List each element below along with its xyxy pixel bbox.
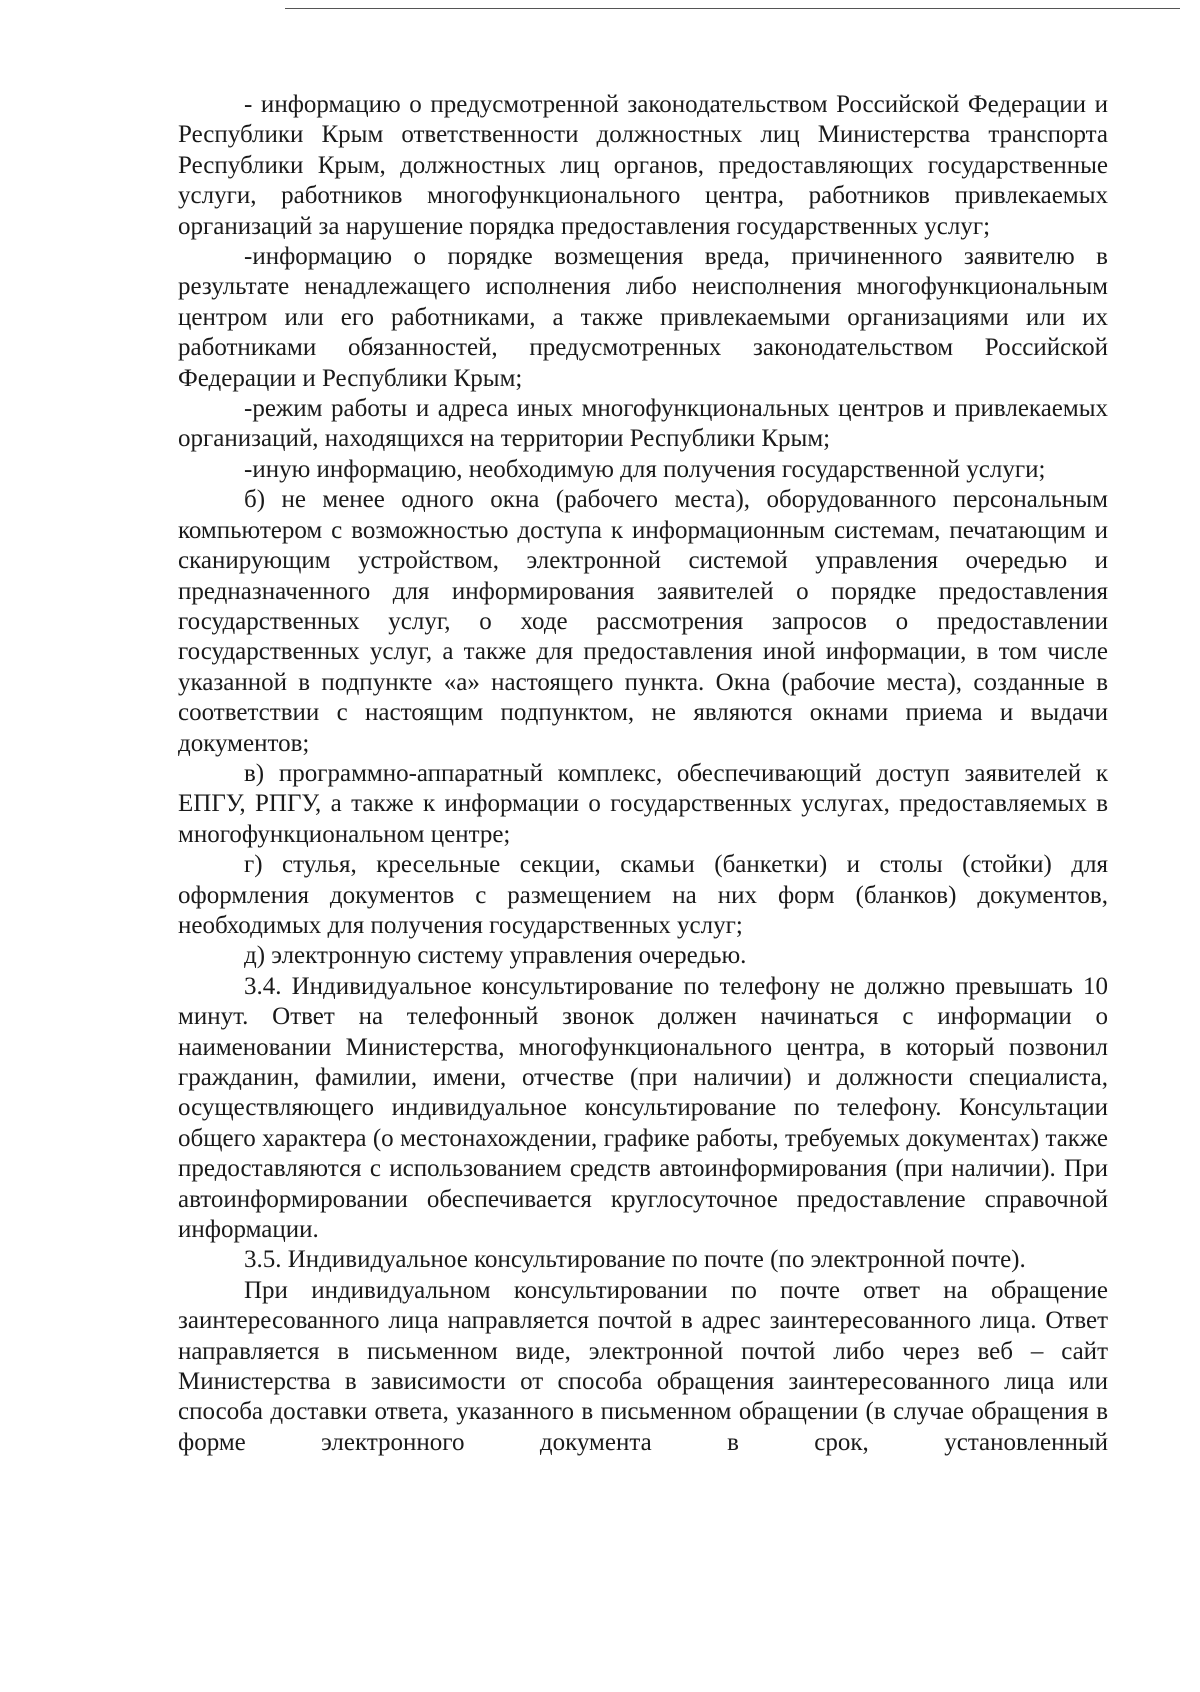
document-body — [178, 90, 1108, 1458]
paragraph-mail-consulting: При индивидуальном консультировании по почте ответ на обращение заинтересованного лица направляется почтой в адрес заинтересованного лица. Ответ направляется в письменном виде, электронной почтой либо через веб – сайт Министерства в зависимости от способа обращения заинтересованного лица или способа доставки ответа, указанного в письменном обращении (в случае обращения в форме электронного документа в срок, установленный — [178, 1276, 1108, 1456]
top-rule — [285, 8, 1180, 9]
paragraph-info-damage-compensation: -информацию о порядке возмещения вреда, причиненного заявителю в результате ненадлежащего исполнения либо неисполнения многофункциональным центром или его работниками, а также привлекаемыми организациями или их работниками обязанностей, предусмотренных законодательством Российской Федерации и Республики Крым; — [178, 243, 1108, 392]
paragraph-other-info: -иную информацию, необходимую для получения государственной услуги; — [244, 455, 1046, 483]
paragraph-item-d: д) электронную систему управления очередью. — [244, 942, 747, 970]
paragraph-mfc-schedule: -режим работы и адреса иных многофункциональных центров и привлекаемых организаций, находящихся на территории Республики Крым; — [178, 395, 1108, 453]
paragraph-item-g: г) стулья, кресельные секции, скамьи (банкетки) и столы (стойки) для оформления документов с размещением на них форм (бланков) документов, необходимых для получения государственных услуг; — [178, 851, 1108, 939]
paragraph-info-responsibility: - информацию о предусмотренной законодательством Российской Федерации и Республики Крым ответственности должностных лиц Министерства транспорта Республики Крым, должностных лиц органов, предоставляющих государственные услуги, работников многофункционального центра, работников привлекаемых организаций за нарушение порядка предоставления государственных услуг; — [178, 91, 1108, 240]
paragraph-3-4: 3.4. Индивидуальное консультирование по телефону не должно превышать 10 минут. Ответ на телефонный звонок должен начинаться с информации о наименовании Министерства, многофункционального центра, в который позвонил гражданин, фамилии, имени, отчестве (при наличии) и должности специалиста, осуществляющего индивидуальное консультирование по телефону. Консультации общего характера (о местонахождении, графике работы, требуемых документах) также предоставляются с использованием средств автоинформирования (при наличии). При автоинформировании обеспечивается круглосуточное предоставление справочной информации. — [178, 972, 1108, 1244]
paragraph-item-b: б) не менее одного окна (рабочего места), оборудованного персональным компьютером с возможностью доступа к информационным системам, печатающим и сканирующим устройством, электронной системой управления очередью и предназначенного для информирования заявителей о порядке предоставления государственных услуг, о ходе рассмотрения запросов о предоставлении государственных услуг, а также для предоставления иной информации, в том числе указанной в подпункте «а» настоящего пункта. Окна (рабочие места), созданные в соответствии с настоящим подпунктом, не являются окнами приема и выдачи документов; — [178, 486, 1108, 757]
paragraph-3-5: 3.5. Индивидуальное консультирование по почте (по электронной почте). — [244, 1246, 1026, 1274]
paragraph-item-v: в) программно-аппаратный комплекс, обеспечивающий доступ заявителей к ЕПГУ, РПГУ, а также к информации о государственных услугах, предоставляемых в многофункциональном центре; — [178, 759, 1108, 848]
